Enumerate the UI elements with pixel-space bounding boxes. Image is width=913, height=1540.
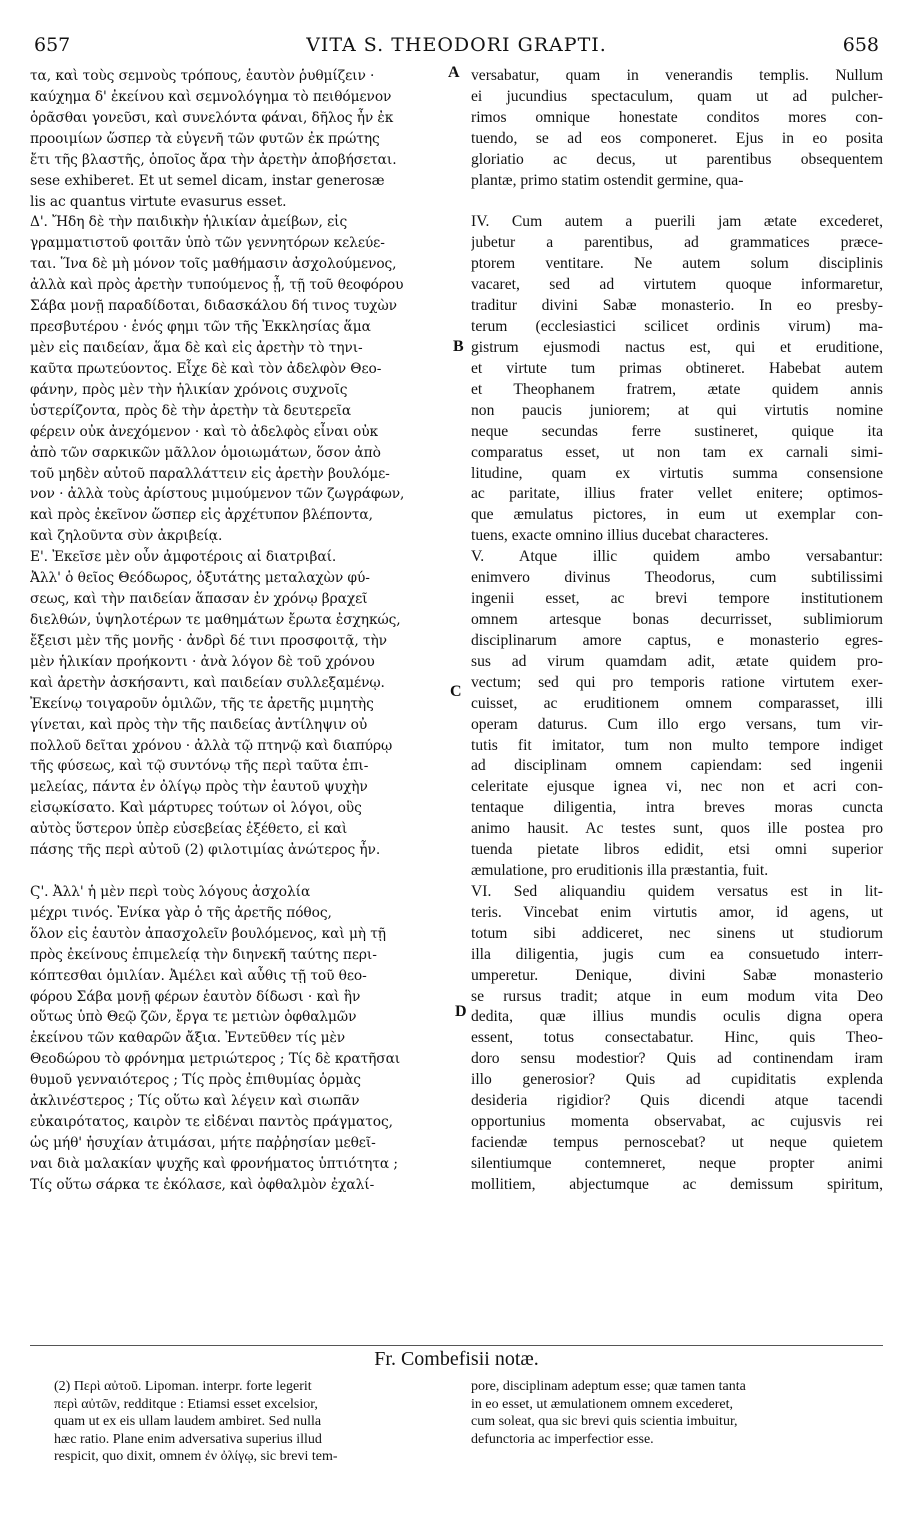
note-line: cum soleat, qua sic brevi quis scientia imbuitur, (471, 1414, 738, 1430)
note-line: (2) Περὶ αὐτοῦ. Lipoman. interpr. forte legerit (54, 1379, 312, 1394)
note-line: quam ut ex eis ullam laudem ambiret. Sed nulla (54, 1414, 322, 1430)
greek-column (30, 66, 458, 1196)
notes-rule (30, 1345, 883, 1346)
greek-text-line: εὐκαιρότατος, καιρὸν τε εἰδέναι παντὸς πράγματος, (30, 1114, 393, 1131)
greek-text-line: ὑστερίζοντα, πρὸς δὲ τὴν ἀρετὴν τὰ δευτερεῖα (30, 402, 352, 419)
greek-text-line: ὡς μήθ' ἡσυχίαν ἀτιμάσαι, μήτε παῤῥησίαν μεθεῖ- (30, 1135, 376, 1152)
greek-text-line: ἀκλινέστερος ; Τίς οὕτω καὶ λέγειν καὶ σιωπᾶν (30, 1093, 360, 1110)
greek-text-line: Δ'. Ἤδη δὲ τὴν παιδικὴν ἡλικίαν ἀμείβων, εἰς (30, 214, 348, 231)
latin-text-line: sus ad virum quamdam adit, ætate quidem pro- (471, 652, 883, 670)
greek-text-line: Θεοδώρου τὸ φρόνημα μετριώτερος ; Τίς δὲ κρατῆσαι (30, 1051, 401, 1068)
latin-text-line: ptorem ventitare. Ne autem solum disciplinis (471, 255, 883, 273)
latin-text-line: tuenda pietate libros edidit, etsi omni superior (471, 841, 883, 859)
latin-text-line: desideria rigidior? Quis dicendi atque tacendi (471, 1092, 883, 1110)
note-line: περὶ αὐτῶν, redditque : Etiamsi esset excelsior, (54, 1396, 318, 1412)
latin-text-line: tuendo, se ad eos componeret. Ejus in eo posita (471, 129, 883, 147)
greek-text-line: φέρειν οὐκ ἀνεχόμενον · καὶ τὸ ἀδελφὸς εἶναι οὐκ (30, 423, 379, 440)
latin-text-line: ad disciplinam omnem capiendam: sed ingenii (471, 757, 883, 775)
greek-text-line: ναι διὰ μαλακίαν ψυχῆς καὶ φρονήματος ὑπτιότητα ; (30, 1155, 398, 1172)
greek-text-line: αὐτὸς ὕστερον ὑπὲρ εὐσεβείας ἐξέθετο, εἰ καὶ (30, 821, 348, 838)
greek-text-line: ται. Ἵνα δὲ μὴ μόνον τοῖς μαθήμασιν ἀσχολούμενος, (30, 256, 397, 273)
latin-text-line: vectum; sed qui pro temporis ratione virtutem exer- (471, 673, 883, 691)
greek-text-line: καὶ πρὸς ἐκεῖνον ὥσπερ εἰς ἀρχέτυπον βλέποντα, (30, 507, 373, 524)
latin-text-line: comparatus esset, ut non tam ex carnali simi- (471, 443, 883, 461)
notes-title: Fr. Combefisii notæ. (374, 1348, 539, 1370)
latin-text-line: faciendæ tempus pernoscebat? ut neque quietem (471, 1134, 883, 1152)
greek-text-line: τοῦ μηδὲν αὐτοῦ παραλλάττειν εἰς ἀρετὴν βουλόμε- (30, 465, 390, 482)
margin-letter-d: D (455, 1003, 467, 1020)
latin-text-line: litudine, quam ex virtutis summa consensione (471, 464, 883, 482)
greek-text-line: ἔξεισι μὲν τῆς μονῆς · ἀνδρὶ δέ τινι προσφοιτᾷ, τὴν (30, 632, 387, 649)
latin-text-line: que æmulatus pictores, in eum ut exemplar con- (471, 506, 883, 524)
greek-text-line: εἰσῳκίσατο. Καὶ μάρτυρες τούτων οἱ λόγοι, οὓς (30, 800, 362, 817)
greek-text-line: θυμοῦ γενναιότερος ; Τίς πρὸς ἐπιθυμίας ὁρμὰς (30, 1072, 361, 1089)
latin-text-line: tentaque diligentia, intra breves moras cuncta (471, 799, 883, 817)
margin-letter-b: B (453, 338, 464, 355)
latin-text-line: omnem artesque bonas decurrisset, sublimiorum (471, 610, 883, 628)
latin-text-line: enimvero divinus Theodorus, cum subtilissimi (471, 569, 883, 587)
greek-text-line: μελείας, πάντα ἐν ὀλίγῳ πρὸς τὴν ἑαυτοῦ ψυχὴν (30, 779, 368, 796)
latin-text-line: ei jucundius spectaculum, quam ut ad pulcher- (471, 87, 883, 105)
greek-text-line: ὅλον εἰς ἑαυτὸν ἀπασχολεῖν βουλόμενος, καὶ μὴ τῇ (30, 925, 386, 942)
latin-text-line: ac paritate, illius frater vellet enitere; optimos- (471, 485, 883, 503)
greek-text-line: νον · ἀλλὰ τοὺς ἀρίστους μιμούμενον τῶν ζωγράφων, (30, 486, 405, 503)
latin-text-line: V. Atque illic quidem ambo versabantur: (471, 548, 883, 566)
latin-text-line: se rursus tradit; atque in eum modum vita Deo (471, 987, 883, 1005)
latin-text-line: essent, totus consectabatur. Hinc, quis Theo- (471, 1029, 883, 1047)
latin-text-line: ingenii esset, ac brevi tempore institutionem (471, 590, 883, 608)
latin-text-line: plantæ, primo statim ostendit germine, qua- (471, 171, 744, 189)
latin-text-line: traditur divini Sabæ monasterio. In eo presby- (471, 297, 883, 315)
greek-text-line: ἐκείνου τῶν καθαρῶν ἄξια. Ἐντεῦθεν τίς μὲν (30, 1030, 346, 1047)
greek-text-line: γραμματιστοῦ φοιτᾶν ὑπὸ τῶν γεννητόρων κελεύε- (30, 235, 385, 252)
greek-text-line: ἀλλὰ καὶ πρὸς ἀρετὴν τυπούμενος ᾖ, τῇ τοῦ θεοφόρου (30, 277, 404, 294)
latin-text-line: dedita, quæ illius mundis oculis digna opera (471, 1008, 883, 1026)
note-line: defunctoria ac imperfectior esse. (471, 1431, 654, 1447)
notes-left-column (54, 1378, 454, 1466)
greek-text-line: μὲν εἰς παιδείαν, ἅμα δὲ καὶ εἰς ἀρετὴν τὸ τηνι- (30, 339, 363, 356)
greek-text-line: προοιμίων ὥσπερ τὰ εὐγενῆ τῶν φυτῶν ἐκ πρώτης (30, 130, 380, 147)
greek-text-line: πρεσβυτέρου · ἑνός φημι τῶν τῆς Ἐκκλησίας ἅμα (30, 319, 371, 336)
note-line: hæc ratio. Plane enim adversativa superius illud (54, 1431, 322, 1447)
latin-text-line: illo generosior? Quis ad cupiditatis explenda (471, 1071, 883, 1089)
latin-text-line: æmulatione, pro eruditionis illa præstantia, fuit. (471, 862, 769, 880)
latin-text-line: tuens, exacte omnino illius ducebat characteres. (471, 527, 769, 545)
latin-text-line: neque secundas ferre sustineret, quique ita (471, 422, 883, 440)
margin-letter-a: A (448, 64, 460, 81)
latin-text-line: mollitiem, abjectumque ac demissum spiritum, (471, 1175, 883, 1193)
latin-text-line: IV. Cum autem a puerili jam ætate excederet, (471, 213, 883, 231)
greek-text-line: διελθών, ὑψηλοτέρων τε μαθημάτων ἔρωτα ἐσχηκώς, (30, 611, 401, 628)
greek-text-line: οὕτως ὑπὸ Θεῷ ζῶν, ἔργα τε μετιὼν ὀφθαλμῶν (30, 1009, 357, 1026)
greek-text-line: Σάβα μονῇ παραδίδοται, διδασκάλου δή τινος τυχὼν (30, 298, 397, 315)
latin-text-line: et virtute tum primas obtineret. Habebat autem (471, 359, 883, 377)
greek-text-line: κόπτεσθαι ὁμιλίαν. Ἀμέλει καὶ αὖθις τῇ τοῦ θεο- (30, 967, 367, 984)
greek-text-line (30, 861, 458, 882)
notes-right-column (471, 1378, 883, 1448)
latin-text-line: VI. Sed aliquandiu quidem versatus est in lit- (471, 882, 883, 900)
greek-text-line: φάνην, πρὸς μὲν τὴν ἡλικίαν χρόνοις συχνοῖς (30, 381, 348, 398)
latin-text-line: umperetur. Denique, divini Sabæ monasterio (471, 966, 883, 984)
latin-text-line: vacaret, sed ad virtutem quoque informaretur, (471, 276, 883, 294)
latin-text-line (471, 192, 883, 213)
greek-text-line: Ϛ'. Ἀλλ' ἡ μὲν περὶ τοὺς λόγους ἀσχολία (30, 883, 311, 900)
latin-text-line: rimos omnique honestate conditos mores con- (471, 108, 883, 126)
greek-text-line: Ε'. Ἐκεῖσε μὲν οὖν ἀμφοτέροις αἱ διατριβαί. (30, 549, 337, 566)
greek-text-line: μὲν ἡλικίαν προήκοντι · ἀνὰ λόγον δὲ τοῦ χρόνου (30, 653, 375, 670)
greek-text-line: σεως, καὶ τὴν παιδείαν ἅπασαν ἐν χρόνῳ βραχεῖ (30, 591, 368, 608)
greek-text-line: Ἐκείνῳ τοιγαροῦν ὁμιλῶν, τῆς τε ἀρετῆς μιμητὴς (30, 695, 374, 712)
greek-text-line: Τίς οὕτω σάρκα τε ἐκόλασε, καὶ ὀφθαλμὸν ἐχαλί- (30, 1176, 375, 1193)
latin-text-line: tutis fit imitator, tum non multo tempore indiget (471, 736, 883, 754)
greek-text-line: γίνεται, καὶ πρὸς τὴν τῆς παιδείας ἀντίληψιν οὐ (30, 716, 368, 733)
latin-text-line: operam daturus. Cum illo ergo versans, tum vir- (471, 715, 883, 733)
latin-text-line: opportunius momenta observabat, ac cujusvis rei (471, 1113, 883, 1131)
page-number-right: 658 (842, 34, 879, 56)
greek-text-line: ἀπὸ τῶν σαρκικῶν μᾶλλον ὁμοιωμάτων, ὅσον ἀπὸ (30, 444, 381, 461)
latin-text-line: gloriatio ac decus, ut parentibus obsequentem (471, 150, 883, 168)
greek-text-line: καῦτα πρωτεύοντος. Εἶχε δὲ καὶ τὸν ἀδελφὸν Θεο- (30, 360, 382, 377)
latin-text-line: animo hausit. Ac testes sunt, quos ille postea pro (471, 820, 883, 838)
greek-text-line: ὁρᾶσθαι γονεῦσι, καὶ συνελόντα φάναι, δῆλος ἦν ἐκ (30, 109, 394, 126)
note-line: in eo esset, ut æmulationem omnem excederet, (471, 1396, 734, 1412)
greek-text-line: τῆς φύσεως, καὶ τῷ συντόνῳ τῆς περὶ ταῦτα ἐπι- (30, 758, 369, 775)
latin-text-line: doro sensu modestior? Quis ad continendam iram (471, 1050, 883, 1068)
note-line: respicit, quo dixit, omnem ἐν ὀλίγῳ, sic brevi tem- (54, 1449, 338, 1465)
latin-column (471, 66, 883, 1196)
page-number-left: 657 (34, 34, 71, 56)
latin-text-line: versabatur, quam in venerandis templis. Nullum (471, 67, 883, 84)
greek-text-line: καύχημα δ' ἐκείνου καὶ σεμνολόγημα τὸ πειθόμενον (30, 88, 392, 105)
greek-text-line: πολλοῦ δεῖται χρόνου · ἀλλὰ τῷ πτηνῷ καὶ διαπύρῳ (30, 737, 393, 754)
greek-text-line: μέχρι τινός. Ἐνίκα γὰρ ὁ τῆς ἀρετῆς πόθος, (30, 904, 332, 921)
running-header (30, 34, 883, 60)
greek-text-line: sese exhiberet. Et ut semel dicam, instar generosæ (30, 172, 385, 189)
latin-text-line: jubetur a parentibus, ad grammatices præce- (471, 234, 883, 252)
latin-text-line: terum (ecclesiastici scilicet ordinis virum) ma- (471, 318, 883, 336)
greek-text-line: τα, καὶ τοὺς σεμνοὺς τρόπους, ἑαυτὸν ῥυθμίζειν · (30, 68, 375, 84)
latin-text-line: et Theophanem fratrem, ætate quidem annis (471, 380, 883, 398)
greek-text-line: πάσης τῆς περὶ αὐτοῦ (2) φιλοτιμίας ἀνώτερος ἦν. (30, 842, 381, 859)
greek-text-line: lis ac quantus virtute evasurus esset. (30, 193, 287, 210)
latin-text-line: non paucis juniorem; at qui virtutis nomine (471, 401, 883, 419)
running-title: VITA S. THEODORI GRAPTI. (306, 34, 607, 56)
margin-letter-c: C (450, 683, 462, 700)
latin-text-line: illa diligentia, jugis cum ea consuetudo interr- (471, 945, 883, 963)
greek-text-line: καὶ ἀρετὴν ἀσκήσαντι, καὶ παιδείαν συλλεξαμένῳ. (30, 674, 385, 691)
note-line: pore, disciplinam adeptum esse; quæ tamen tanta (471, 1379, 746, 1394)
latin-text-line: cuisset, ac eruditionem omnem comparasset, illi (471, 694, 883, 712)
greek-text-line: πρὸς ἐκείνους ἐπιμελείᾳ τὴν διηνεκῆ ταύτης περι- (30, 946, 377, 963)
latin-text-line: gistrum ejusmodi nactus est, qui et eruditione, (471, 338, 883, 356)
greek-text-line: ἔτι τῆς βλαστῆς, ὁποῖος ἄρα τὴν ἀρετὴν ἀποβήσεται. (30, 151, 397, 168)
greek-text-line: καὶ ζηλοῦντα σὺν ἀκριβείᾳ. (30, 528, 223, 545)
greek-text-line: Ἀλλ' ὁ θεῖος Θεόδωρος, ὀξυτάτης μεταλαχὼν φύ- (30, 570, 370, 587)
latin-text-line: celeritate ejusque ignea vi, nec non et acri con- (471, 778, 883, 796)
latin-text-line: totum sibi addiceret, nec sinens ut studiorum (471, 924, 883, 942)
latin-text-line: silentiumque contemneret, neque propter animi (471, 1154, 883, 1172)
latin-text-line: teris. Vincebat enim virtutis amor, id agens, ut (471, 903, 883, 921)
greek-text-line: φόρου Σάβα μονῇ φέρων ἑαυτὸν δίδωσι · καὶ ἣν (30, 988, 361, 1005)
latin-text-line: disciplinarum amore captus, e monasterio egres- (471, 631, 883, 649)
